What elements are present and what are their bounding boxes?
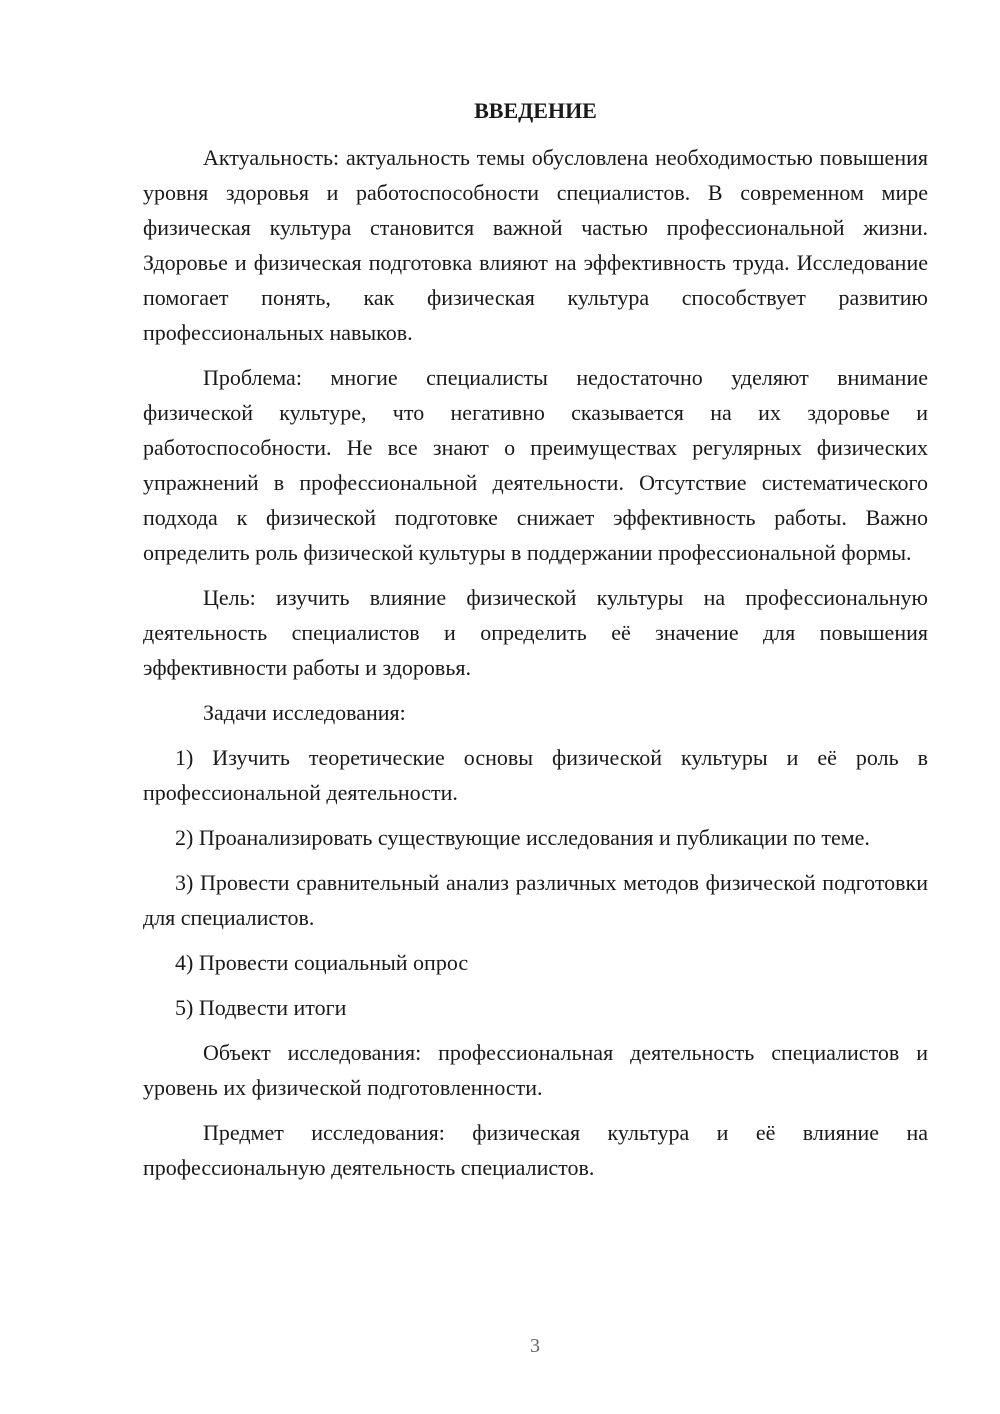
page-number: 3 (530, 1335, 540, 1357)
task-item-2: 2) Проанализировать существующие исследования и публикации по теме. (175, 825, 870, 850)
task-item-5: 5) Подвести итоги (175, 995, 347, 1020)
tasks-title: Задачи исследования: (203, 700, 406, 725)
task-item-3: 3) Провести сравнительный анализ различных методов физической подготовки для специалистов. (143, 870, 928, 930)
object-paragraph: Объект исследования: профессиональная деятельность специалистов и уровень их физической подготовленности. (143, 1040, 928, 1100)
subject-paragraph: Предмет исследования: физическая культура и её влияние на профессиональную деятельность специалистов. (143, 1120, 928, 1180)
goal-paragraph: Цель: изучить влияние физической культуры на профессиональную деятельность специалистов и определить её значение для повышения эффективности работы и здоровья. (143, 585, 928, 680)
task-item-4: 4) Провести социальный опрос (175, 950, 469, 975)
document-page (143, 96, 928, 1195)
relevance-paragraph: Актуальность: актуальность темы обусловлена необходимостью повышения уровня здоровья и работоспособности специалистов. В современном мире физическая культура становится важной частью профессиональной жизни. Здоровье и физическая подготовка влияют на эффективность труда. Исследование помогает понять, как физическая культура способствует развитию профессиональных навыков. (143, 145, 928, 345)
task-item-1: 1) Изучить теоретические основы физической культуры и её роль в профессиональной деятельности. (143, 745, 928, 805)
problem-paragraph: Проблема: многие специалисты недостаточно уделяют внимание физической культуре, что негативно сказывается на их здоровье и работоспособности. Не все знают о преимуществах регулярных физических упражнений в профессиональной деятельности. Отсутствие систематического подхода к физической подготовке снижает эффективность работы. Важно определить роль физической культуры в поддержании профессиональной формы. (143, 365, 928, 565)
section-heading: ВВЕДЕНИЕ (474, 98, 597, 123)
